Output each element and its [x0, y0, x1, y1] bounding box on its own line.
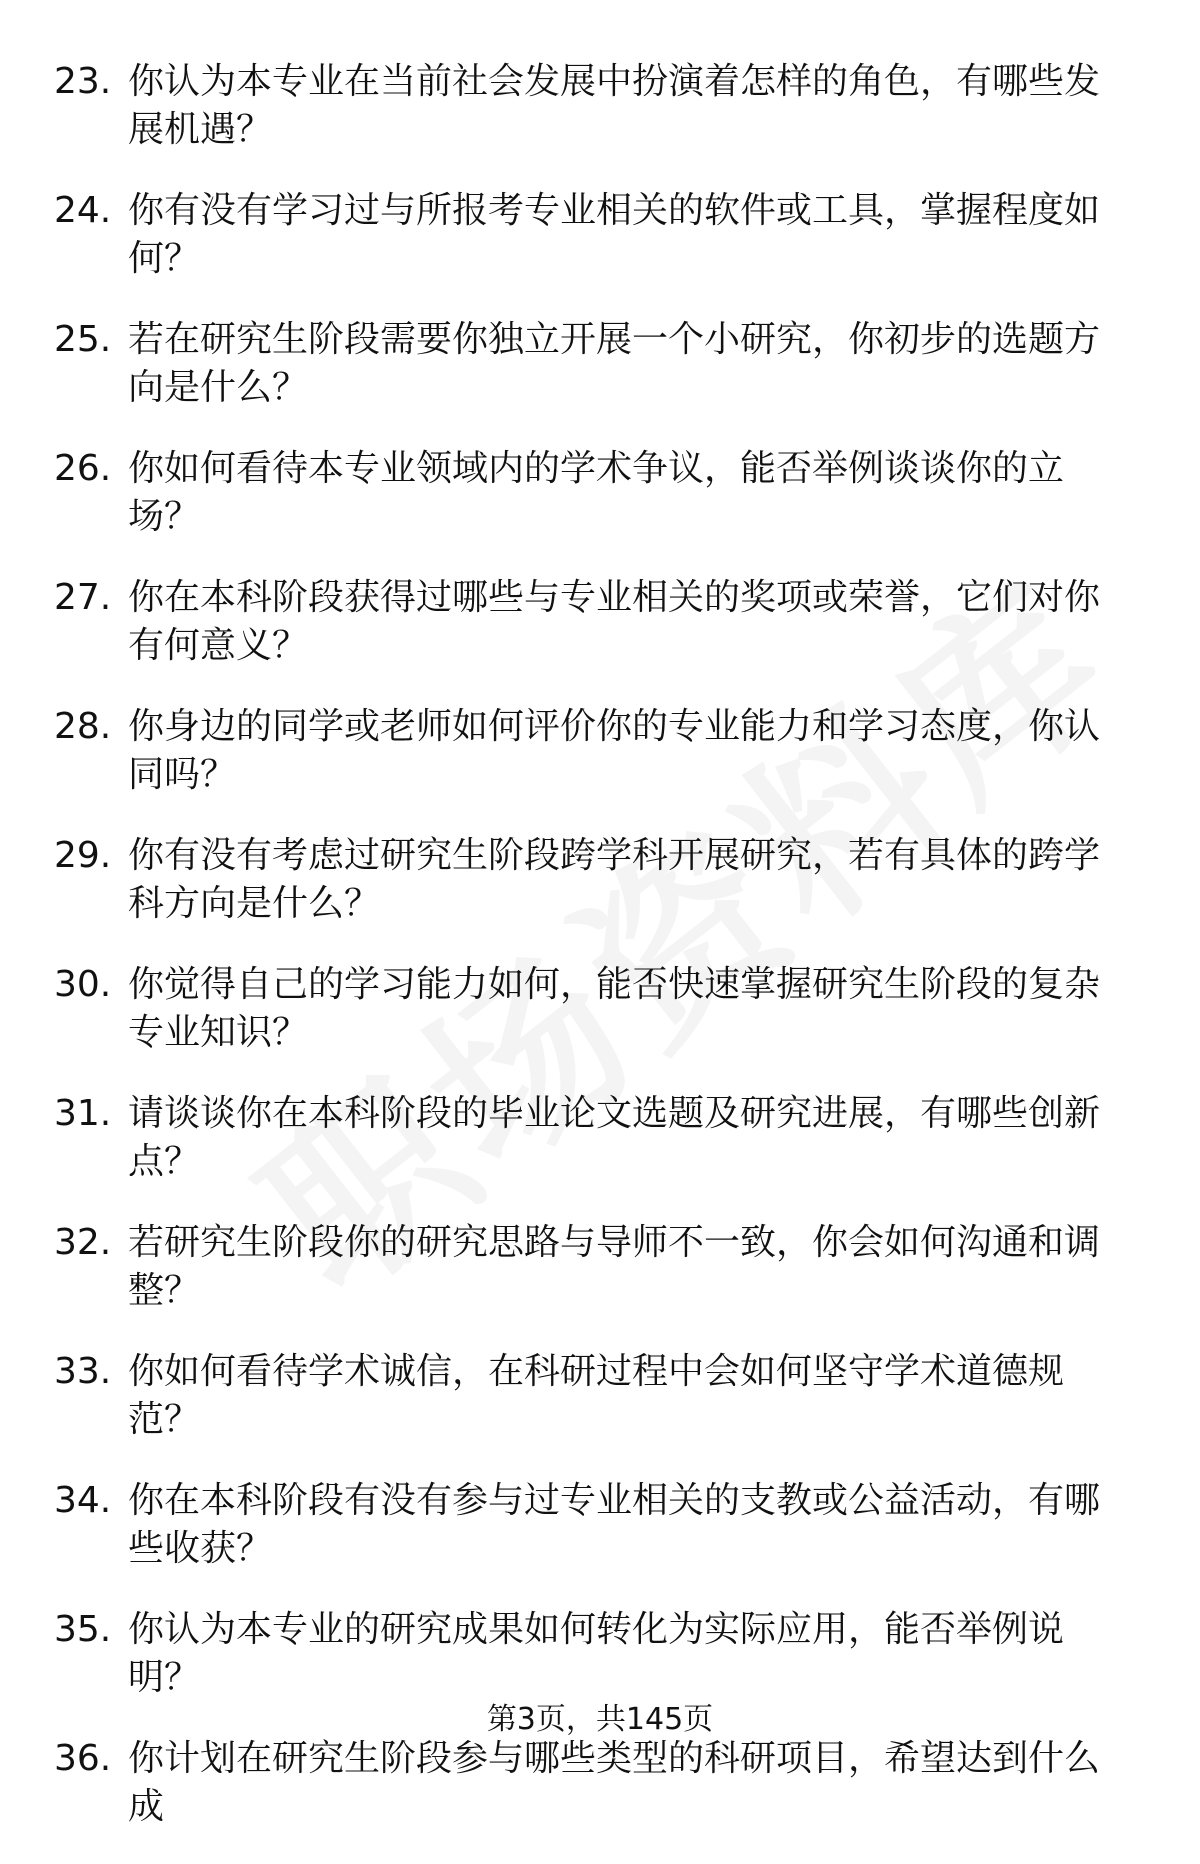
question-text: 你有没有考虑过研究生阶段跨学科开展研究，若有具体的跨学科方向是什么？	[128, 835, 1101, 924]
question-number: 33.	[54, 1351, 112, 1392]
question-number: 31.	[54, 1093, 112, 1134]
question-item	[0, 1606, 1200, 1702]
question-number: 26.	[54, 448, 112, 489]
question-number: 34.	[54, 1480, 112, 1521]
question-item	[0, 1477, 1200, 1573]
question-text: 你身边的同学或老师如何评价你的专业能力和学习态度，你认同吗？	[128, 706, 1101, 795]
question-item	[0, 574, 1200, 670]
question-list	[0, 58, 1200, 1864]
question-item	[0, 1090, 1200, 1186]
question-item	[0, 703, 1200, 799]
question-number: 24.	[54, 190, 112, 231]
question-text: 你在本科阶段获得过哪些与专业相关的奖项或荣誉，它们对你有何意义？	[128, 577, 1101, 666]
question-text: 你认为本专业在当前社会发展中扮演着怎样的角色，有哪些发展机遇？	[128, 61, 1101, 150]
question-number: 29.	[54, 835, 112, 876]
question-item	[0, 58, 1200, 154]
question-text: 你认为本专业的研究成果如何转化为实际应用，能否举例说明？	[128, 1609, 1065, 1698]
question-number: 25.	[54, 319, 112, 360]
question-number: 35.	[54, 1609, 112, 1650]
question-item	[0, 187, 1200, 283]
question-number: 32.	[54, 1222, 112, 1263]
question-text: 你计划在研究生阶段参与哪些类型的科研项目，希望达到什么成	[128, 1738, 1101, 1827]
question-number: 28.	[54, 706, 112, 747]
question-number: 23.	[54, 61, 112, 102]
question-item	[0, 1348, 1200, 1444]
question-item	[0, 445, 1200, 541]
question-text: 你如何看待学术诚信，在科研过程中会如何坚守学术道德规范？	[128, 1351, 1065, 1440]
question-text: 你有没有学习过与所报考专业相关的软件或工具，掌握程度如何？	[128, 190, 1101, 279]
question-text: 你觉得自己的学习能力如何，能否快速掌握研究生阶段的复杂专业知识？	[128, 964, 1101, 1053]
question-text: 请谈谈你在本科阶段的毕业论文选题及研究进展，有哪些创新点？	[128, 1093, 1101, 1182]
question-number: 36.	[54, 1738, 112, 1779]
question-text: 若在研究生阶段需要你独立开展一个小研究，你初步的选题方向是什么？	[128, 319, 1101, 408]
question-item	[0, 316, 1200, 412]
question-text: 你如何看待本专业领域内的学术争议，能否举例谈谈你的立场？	[128, 448, 1065, 537]
page-footer: 第3页，共145页	[486, 1702, 714, 1737]
question-item	[0, 961, 1200, 1057]
question-item	[0, 832, 1200, 928]
question-item	[0, 1219, 1200, 1315]
question-item	[0, 1735, 1200, 1831]
question-number: 30.	[54, 964, 112, 1005]
question-text: 若研究生阶段你的研究思路与导师不一致，你会如何沟通和调整？	[128, 1222, 1101, 1311]
question-number: 27.	[54, 577, 112, 618]
question-text: 你在本科阶段有没有参与过专业相关的支教或公益活动，有哪些收获？	[128, 1480, 1101, 1569]
